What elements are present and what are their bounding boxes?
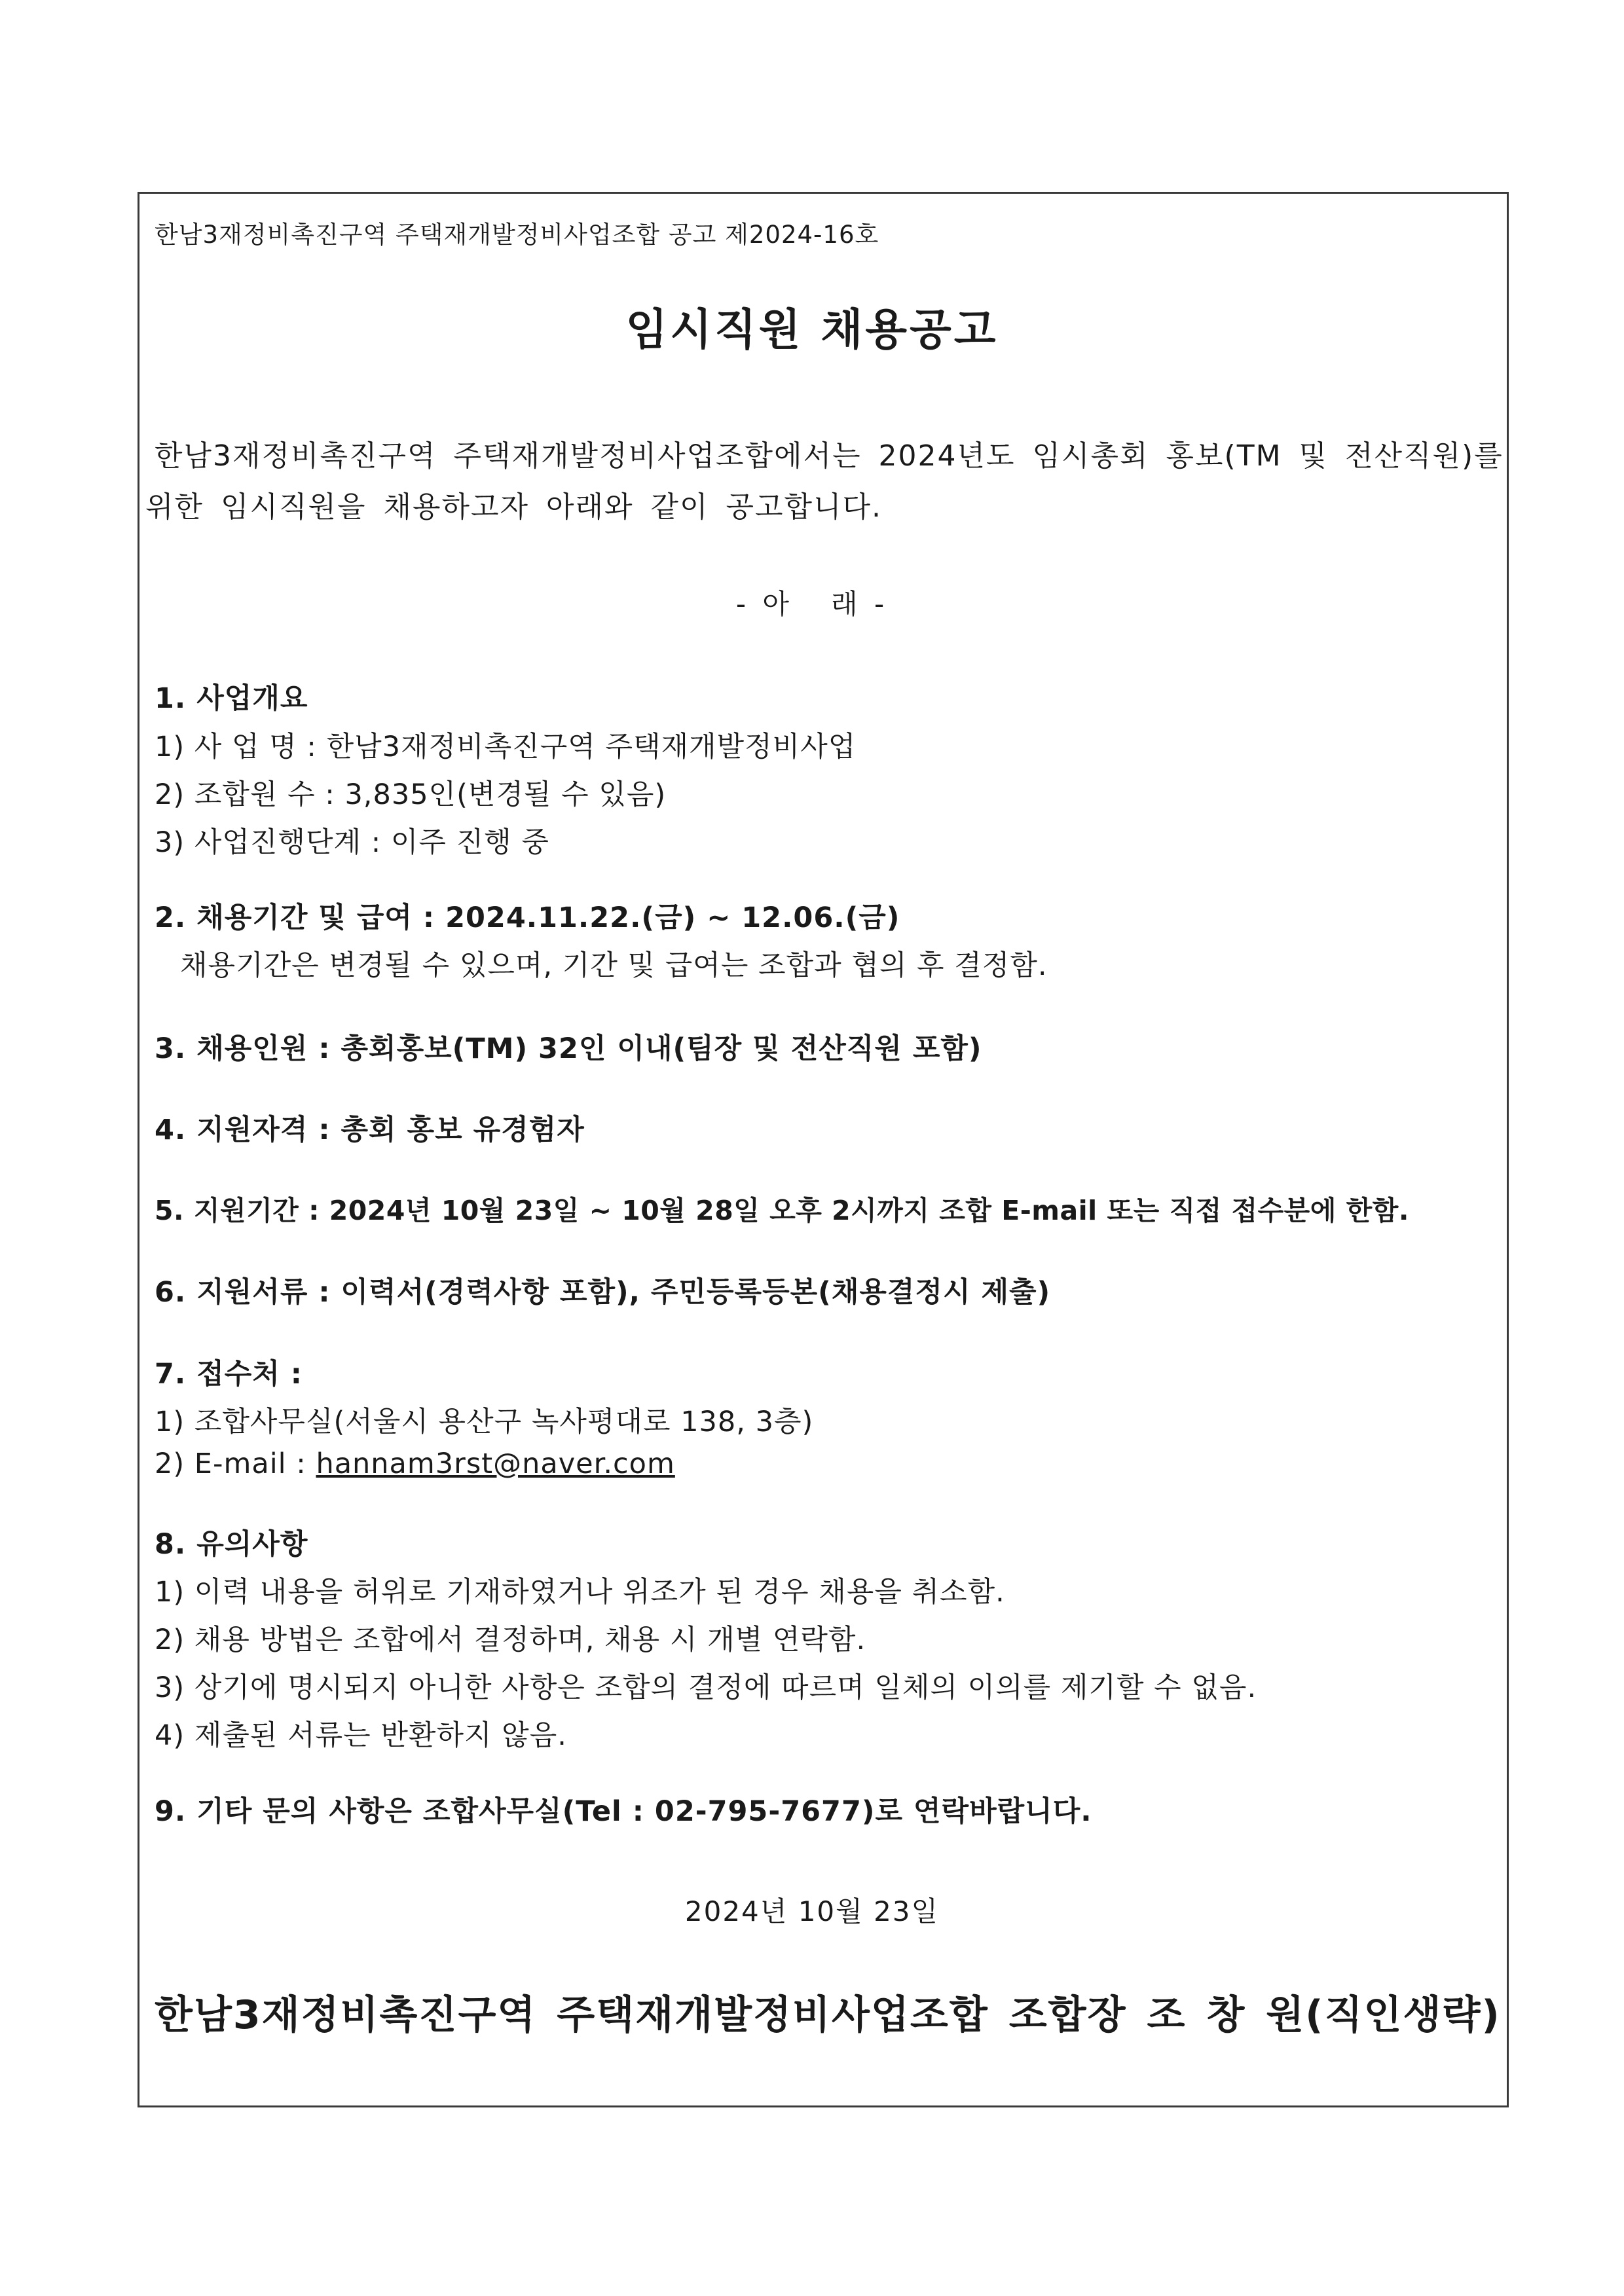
below-marker: - 아 래 -: [735, 588, 889, 620]
section8-item-3: 3) 상기에 명시되지 아니한 사항은 조합의 결정에 따르며 일체의 이의를 제기할 수 없음.: [155, 1671, 1257, 1704]
section9-heading: 9. 기타 문의 사항은 조합사무실(Tel : 02-795-7677)로 연락바랍니다.: [155, 1795, 1092, 1828]
section1-item-2: 2) 조합원 수 : 3,835인(변경될 수 있음): [155, 778, 667, 811]
section7-heading: 7. 접수처 :: [155, 1358, 303, 1391]
section7-item-2: [155, 1448, 675, 1480]
section4-heading: 4. 지원자격 : 총회 홍보 유경험자: [155, 1114, 585, 1146]
section8-item-1: 1) 이력 내용을 허위로 기재하였거나 위조가 된 경우 채용을 취소함.: [155, 1576, 1005, 1609]
section7-item-1: 1) 조합사무실(서울시 용산구 녹사평대로 138, 3층): [155, 1406, 814, 1438]
section6-heading: 6. 지원서류 : 이력서(경력사항 포함), 주민등록등본(채용결정시 제출): [155, 1276, 1051, 1309]
notice-number: 한남3재정비촉진구역 주택재개발정비사업조합 공고 제2024-16호: [155, 221, 879, 249]
email-label: 2) E-mail :: [155, 1448, 316, 1480]
section1-item-3: 3) 사업진행단계 : 이주 진행 중: [155, 826, 549, 859]
section1-item-1: 1) 사 업 명 : 한남3재정비촉진구역 주택재개발정비사업: [155, 731, 857, 763]
notice-date: 2024년 10월 23일: [684, 1895, 940, 1927]
section8-heading: 8. 유의사항: [155, 1528, 308, 1561]
signature: 한남3재정비촉진구역 주택재개발정비사업조합 조합장 조 창 원(직인생략): [155, 1992, 1501, 2038]
intro-line-2: 위한 임시직원을 채용하고자 아래와 같이 공고합니다.: [145, 490, 883, 524]
section2-heading: 2. 채용기간 및 급여 : 2024.11.22.(금) ~ 12.06.(금): [155, 902, 900, 934]
section1-heading: 1. 사업개요: [155, 682, 308, 715]
section2-note: 채용기간은 변경될 수 있으며, 기간 및 급여는 조합과 협의 후 결정함.: [180, 949, 1048, 982]
page-title: 임시직원 채용공고: [625, 304, 999, 355]
section5-heading: 5. 지원기간 : 2024년 10월 23일 ~ 10월 28일 오후 2시까지 조합 E-mail 또는 직접 접수분에 한함.: [155, 1195, 1409, 1226]
section3-heading: 3. 채용인원 : 총회홍보(TM) 32인 이내(팀장 및 전산직원 포함): [155, 1032, 982, 1065]
section8-item-2: 2) 채용 방법은 조합에서 결정하며, 채용 시 개별 연락함.: [155, 1624, 866, 1656]
intro-line-1: 한남3재정비촉진구역 주택재개발정비사업조합에서는 2024년도 임시총회 홍보(TM 및 전산직원)를: [155, 439, 1504, 473]
section8-item-4: 4) 제출된 서류는 반환하지 않음.: [155, 1719, 567, 1752]
email-link[interactable]: hannam3rst@naver.com: [316, 1448, 675, 1480]
